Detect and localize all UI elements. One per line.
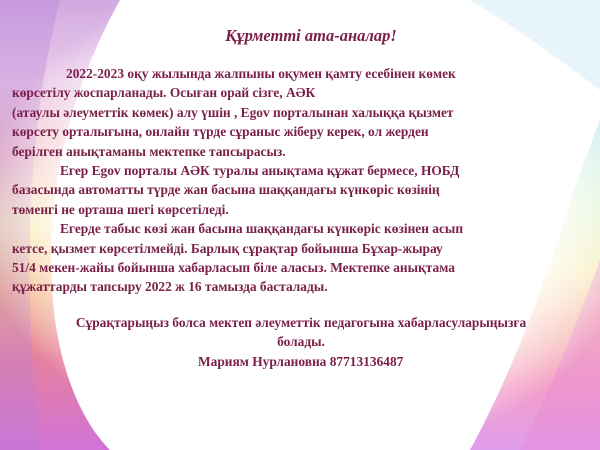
paragraph-1 — [12, 64, 590, 161]
paragraph-2 — [12, 161, 590, 219]
footer-note — [12, 313, 590, 352]
paragraph-2-line: Егер Egov порталы АӘК туралы анықтама құжат бермесе, НОБД — [60, 163, 460, 179]
paragraph-1-line: көрсету орталығына, онлайн түрде сұраныс жіберу керек, ол жерден — [12, 124, 429, 140]
paragraph-3-line: кетсе, қызмет көрсетілмейді. Барлық сұрақтар бойынша Бұхар-жырау — [12, 240, 443, 256]
slide-content — [12, 26, 590, 371]
paragraph-3-line: 51/4 мекен-жайы бойынша хабарласып біле аласыз. Мектепке анықтама — [12, 260, 455, 276]
spacer — [12, 297, 590, 313]
paragraph-3-line: Егерде табыс көзі жан басына шаққандағы күнкөріс көзінен асып — [60, 221, 464, 237]
paragraph-2-line: төменгі не орташа шегі көрсетіледі. — [12, 201, 229, 217]
paragraph-1-line: көрсетілу жоспарланады. Осыған орай сізге, АӘК — [12, 85, 316, 101]
footer-line: болады. — [277, 334, 325, 350]
paragraph-1-line: берілген анықтаманы мектепке тапсырасыз. — [12, 143, 286, 159]
paragraph-1-line: 2022-2023 оқу жылында жалпыны оқумен қамту есебінен көмек — [66, 66, 456, 81]
slide-title: Құрметті ата-аналар! — [225, 26, 397, 45]
paragraph-3 — [12, 219, 590, 297]
footer-line: Сұрақтарыңыз болса мектеп әлеуметтік педагогына хабарласуларыңызға — [75, 314, 527, 330]
paragraph-1-line: (атаулы әлеуметтік көмек) алу үшін , Egov порталынан халыққа қызмет — [12, 104, 454, 120]
paragraph-2-line: базасында автоматты түрде жан басына шаққандағы күнкөріс көзінің — [12, 182, 440, 198]
paragraph-3-line: құжаттарды тапсыру 2022 ж 16 тамызда басталады. — [12, 279, 328, 295]
contact-info: Мариям Нурлановна 87713136487 — [198, 353, 404, 369]
